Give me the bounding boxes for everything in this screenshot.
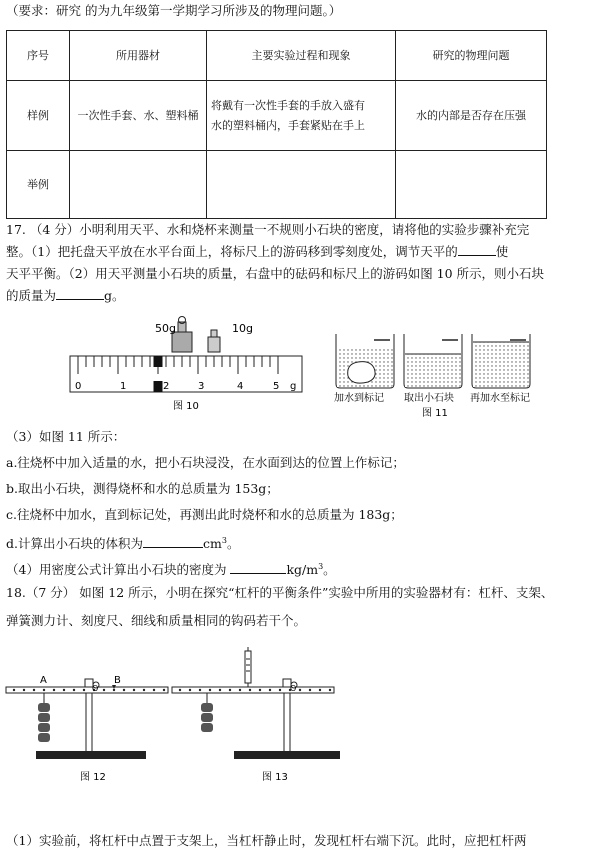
q17-step-c: c.往烧杯中加水，直到标记处，再测出此时烧杯和水的总质量为 183g；	[6, 507, 403, 522]
header-process: 主要实验过程和现象	[207, 31, 396, 81]
q17-part4-text: （4）用密度公式计算出小石块的密度为	[6, 562, 231, 578]
pivot-o-label: O	[92, 684, 99, 693]
lever-hole	[123, 689, 125, 691]
figure-12-13	[0, 645, 340, 785]
scale-unit: g	[290, 381, 297, 392]
beaker-3	[472, 334, 530, 388]
weight-10g-label: 10g	[232, 322, 253, 335]
tick-label-0: 0	[75, 381, 82, 392]
q17-line2-end: 使	[495, 244, 509, 259]
q17-blank-2[interactable]	[56, 287, 104, 300]
fig10-caption: 图 10	[173, 401, 199, 412]
stand-base-13	[234, 751, 340, 759]
lever-hole	[189, 689, 191, 691]
lever-fig13	[172, 647, 340, 759]
figure-11	[330, 328, 540, 420]
lever-hole	[133, 689, 135, 691]
q17-blank-1[interactable]	[458, 243, 496, 256]
weight-50g-label: 50g	[155, 322, 176, 335]
hook-weights-12	[38, 703, 50, 742]
rider-top[interactable]	[154, 356, 163, 367]
lever-hole	[113, 689, 115, 691]
q17-step-d	[6, 532, 239, 553]
q17-line2-text: 整。（1）把托盘天平放在水平台面上，将标尺上的游码移到零刻度处，调节天平的	[6, 244, 458, 259]
example-equipment-cell[interactable]	[70, 151, 207, 219]
beaker-2-label: 取出小石块	[404, 393, 454, 404]
q17-line4-end: g。	[104, 288, 125, 303]
lever-hole	[259, 689, 261, 691]
beaker-2	[404, 334, 462, 388]
q17-step-d-text: d.计算出小石块的体积为	[6, 536, 143, 552]
tick-label-2: 2	[163, 381, 170, 392]
q17-line1: 17. （4 分）小明利用天平、水和烧杯来测量一不规则小石块的密度，请将他的实验步骤补充完	[6, 222, 530, 237]
tick-label-3: 3	[198, 381, 205, 392]
sample-process-line2: 水的塑料桶内，手套紧贴在手上	[211, 118, 365, 132]
q17-step-d-exp: 3	[221, 536, 227, 545]
lever-hole	[329, 689, 331, 691]
pivot-o-label-13: O	[290, 684, 297, 693]
requirement-text: （要求：研究 的为九年级第一学期学习所涉及的物理问题。）	[6, 3, 342, 18]
header-equipment: 所用器材	[70, 31, 207, 81]
lever-hole	[309, 689, 311, 691]
stand-pole-12	[86, 693, 92, 753]
experiment-table	[6, 30, 547, 219]
lever-hole	[73, 689, 75, 691]
fig13-caption: 图 13	[262, 772, 288, 783]
q17-line2	[6, 243, 508, 261]
lever-hole	[33, 689, 35, 691]
q17-part3-intro: （3）如图 11 所示：	[6, 429, 126, 444]
q17-blank-volume[interactable]	[143, 535, 203, 548]
lever-hole	[43, 689, 45, 691]
q17-step-b: b.取出小石块，测得烧杯和水的总质量为 153g；	[6, 481, 279, 496]
beaker-3-label: 再加水至标记	[470, 393, 530, 404]
sample-question: 水的内部是否存在压强	[396, 81, 547, 151]
lever-hole	[209, 689, 211, 691]
lever-hole	[279, 689, 281, 691]
example-label: 举例	[7, 151, 70, 219]
lever-hole	[219, 689, 221, 691]
q17-line3: 天平平衡。（2）用天平测量小石块的质量，右盘中的砝码和标尺上的游码如图 10 所示，则小石块	[6, 266, 545, 281]
q17-part4-end: 。	[323, 562, 336, 578]
header-index: 序号	[7, 31, 70, 81]
tick-label-4: 4	[237, 381, 244, 392]
beaker-1-label: 加水到标记	[334, 393, 384, 404]
point-b-label: B	[114, 675, 121, 686]
lever-hole	[63, 689, 65, 691]
sample-process-line1: 将戴有一次性手套的手放入盛有	[211, 98, 365, 112]
table-row-example	[7, 151, 547, 219]
stone	[348, 362, 375, 384]
tick-label-1: 1	[120, 381, 127, 392]
sample-process	[207, 81, 396, 151]
fig12-caption: 图 12	[80, 772, 106, 783]
spring-scale[interactable]	[245, 647, 251, 687]
fig11-caption: 图 11	[422, 408, 448, 419]
lever-hole	[179, 689, 181, 691]
q17-step-a: a.往烧杯中加入适量的水，把小石块浸没，在水面到达的位置上作标记；	[6, 455, 405, 470]
lever-hole	[83, 689, 85, 691]
lever-hole	[299, 689, 301, 691]
q17-blank-density[interactable]	[230, 561, 286, 574]
q18-part1: （1）实验前，将杠杆中点置于支架上，当杠杆静止时，发现杠杆右端下沉。此时，应把杠杆两	[6, 833, 527, 848]
q17-step-d-unit: cm	[202, 536, 222, 552]
beaker-1	[336, 334, 394, 388]
lever-hole	[13, 689, 15, 691]
lever-hole	[229, 689, 231, 691]
lever-hole	[199, 689, 201, 691]
sample-label: 样例	[7, 81, 70, 151]
header-question: 研究的物理问题	[396, 31, 547, 81]
figure-10	[60, 312, 310, 414]
q17-part4-exp: 3	[318, 562, 324, 571]
table-header-row	[7, 31, 547, 81]
example-question-cell[interactable]	[396, 151, 547, 219]
example-process-cell[interactable]	[207, 151, 396, 219]
stand-pole-13	[284, 693, 290, 753]
lever-hole	[23, 689, 25, 691]
lever-hole	[143, 689, 145, 691]
hook-weights-13	[201, 703, 213, 732]
q17-step-d-end: 。	[226, 536, 240, 552]
weight-10g	[208, 330, 220, 352]
q18-line2: 弹簧测力计、刻度尺、细线和质量相同的钩码若干个。	[6, 613, 307, 628]
scale-bar	[70, 356, 302, 392]
lever-hole	[239, 689, 241, 691]
table-row-sample	[7, 81, 547, 151]
lever-fig12	[6, 679, 168, 759]
lever-hole	[319, 689, 321, 691]
q17-part4	[6, 558, 336, 579]
lever-hole	[269, 689, 271, 691]
q17-part4-unit: kg/m	[286, 562, 319, 578]
q17-line4	[6, 287, 125, 305]
lever-hole	[249, 689, 251, 691]
lever-hole	[103, 689, 105, 691]
rider-bottom[interactable]	[154, 381, 163, 392]
lever-hole	[53, 689, 55, 691]
q18-line1: 18.（7 分） 如图 12 所示，小明在探究“杠杆的平衡条件”实验中所用的实验器材有：杠杆、支架、	[6, 585, 554, 600]
point-a-label: A	[40, 675, 47, 686]
lever-hole	[163, 689, 165, 691]
stand-base-12	[36, 751, 146, 759]
tick-label-5: 5	[273, 381, 280, 392]
q17-line4-text: 的质量为	[6, 288, 57, 303]
sample-equipment: 一次性手套、水、塑料桶	[70, 81, 207, 151]
lever-hole	[153, 689, 155, 691]
